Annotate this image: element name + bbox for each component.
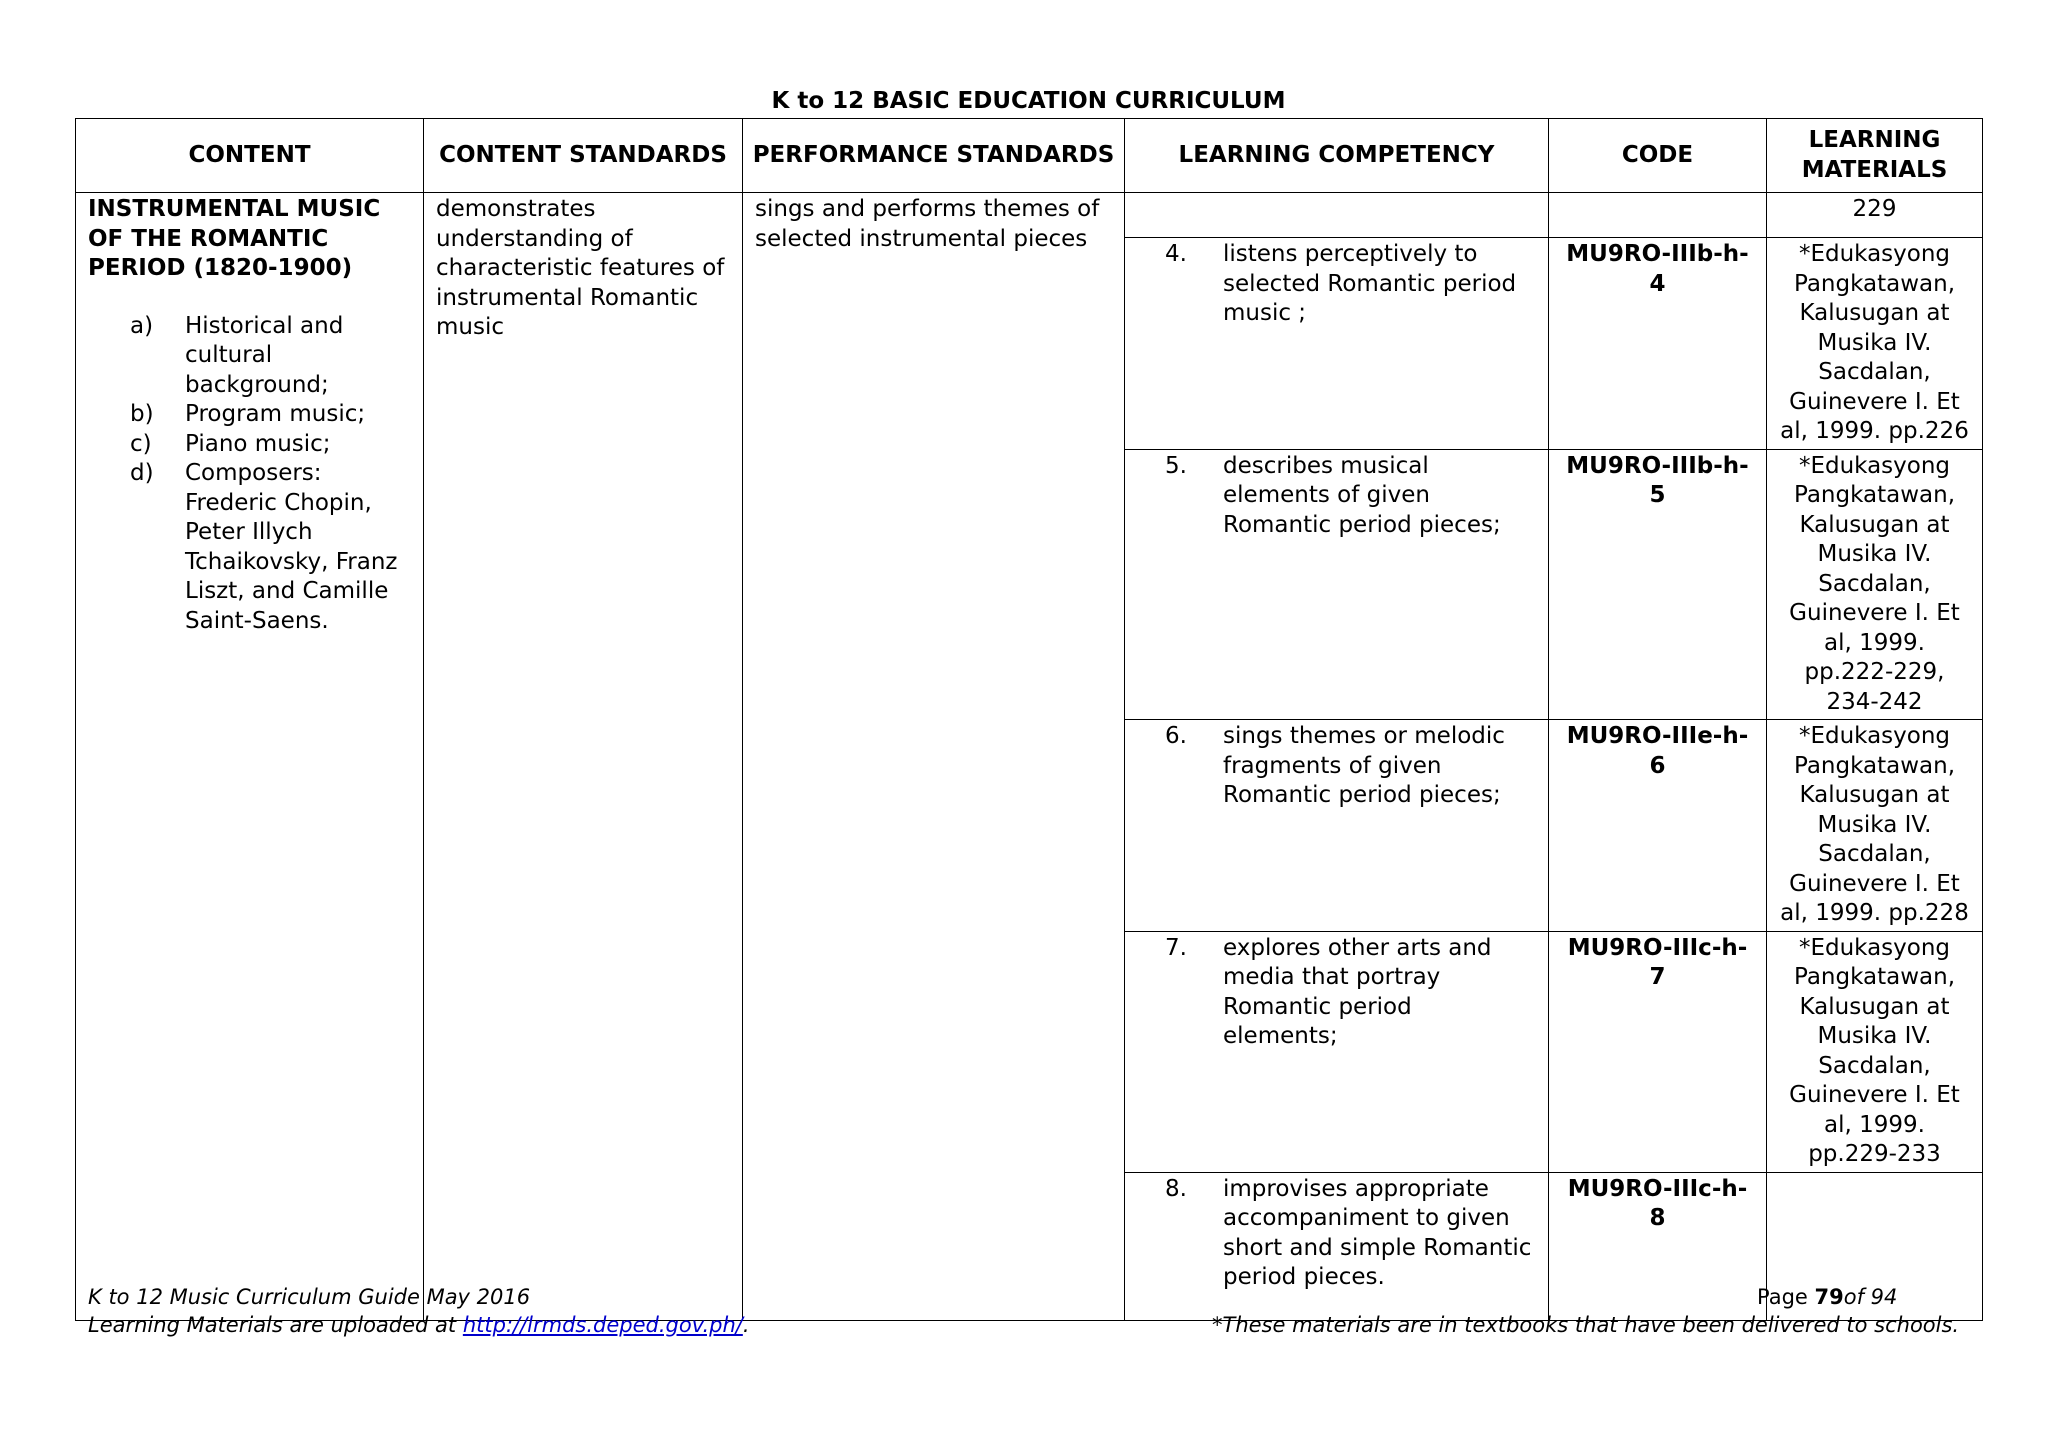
content-topic-list (88, 312, 411, 637)
column-header-learning-competency: LEARNING COMPETENCY (1125, 119, 1549, 193)
materials-cell: *Edukasyong Pangkatawan, Kalusugan at Musika IV. Sacdalan, Guinevere I. Et al, 1999. pp.229-233 (1767, 931, 1983, 1172)
competency-text: listens perceptively to selected Romantic period music ; (1223, 241, 1517, 326)
materials-cell: 229 (1767, 193, 1983, 238)
column-header-content: CONTENT (76, 119, 424, 193)
materials-cell: *Edukasyong Pangkatawan, Kalusugan at Musika IV. Sacdalan, Guinevere I. Et al, 1999. pp.228 (1767, 720, 1983, 932)
competency-text: explores other arts and media that portray Romantic period elements; (1223, 934, 1492, 1049)
competency-text: sings themes or melodic fragments of given Romantic period pieces; (1223, 723, 1505, 808)
code-cell: MU9RO-IIIb-h-5 (1549, 449, 1767, 720)
code-cell (1549, 193, 1767, 238)
table-header-row (76, 119, 1983, 193)
table-row (76, 193, 1983, 238)
competency-cell (1125, 931, 1549, 1172)
footer-guide: K to 12 Music Curriculum Guide May 2016 (88, 1285, 531, 1309)
column-header-content-standards: CONTENT STANDARDS (424, 119, 743, 193)
content-title: INSTRUMENTAL MUSIC OF THE ROMANTIC PERIOD (1820-1900) (88, 196, 381, 281)
footer-upload-note: Learning Materials are uploaded at http://lrmds.deped.gov.ph/. (88, 1313, 750, 1337)
list-item: b) Program music; (130, 401, 366, 427)
materials-cell: *Edukasyong Pangkatawan, Kalusugan at Musika IV. Sacdalan, Guinevere I. Et al, 1999. pp.226 (1767, 238, 1983, 450)
code-cell: MU9RO-IIIe-h-6 (1549, 720, 1767, 932)
footer-textbook-note: *These materials are in textbooks that have been delivered to schools. (1212, 1313, 1960, 1337)
column-header-learning-materials: LEARNING MATERIALS (1767, 119, 1983, 193)
competency-cell (1125, 238, 1549, 450)
competency-cell (1125, 1172, 1549, 1320)
content-cell (76, 193, 424, 1321)
code-cell: MU9RO-IIIc-h-7 (1549, 931, 1767, 1172)
competency-cell (1125, 449, 1549, 720)
curriculum-table (75, 118, 1983, 1321)
page-number: Page 79of 94 (1757, 1285, 1898, 1309)
code-cell: MU9RO-IIIb-h-4 (1549, 238, 1767, 450)
list-item: c) Piano music; (130, 430, 331, 457)
performance-standard-cell: sings and performs themes of selected instrumental pieces (743, 193, 1125, 1321)
competency-text: describes musical elements of given Romantic period pieces; (1223, 452, 1501, 538)
materials-cell: *Edukasyong Pangkatawan, Kalusugan at Musika IV. Sacdalan, Guinevere I. Et al, 1999. pp.222-229, 234-242 (1767, 449, 1983, 720)
code-cell: MU9RO-IIIc-h-8 (1549, 1172, 1767, 1320)
competency-number: 6. (1165, 723, 1187, 749)
page-title: K to 12 BASIC EDUCATION CURRICULUM (771, 88, 1286, 114)
column-header-performance-standards: PERFORMANCE STANDARDS (743, 119, 1125, 193)
list-item: d) Composers: Frederic Chopin, Peter Illych Tchaikovsky, Franz Liszt, and Camille Saint-Saens. (130, 460, 398, 634)
competency-cell (1125, 720, 1549, 932)
list-item: a) Historical and cultural background; (130, 312, 344, 398)
competency-number: 7. (1165, 934, 1187, 961)
content-standard-cell: demonstrates understanding of characteristic features of instrumental Romantic music (424, 193, 743, 1321)
competency-cell (1125, 193, 1549, 238)
lrmds-link[interactable]: http://lrmds.deped.gov.ph/ (462, 1313, 743, 1337)
competency-number: 5. (1165, 452, 1187, 479)
competency-number: 4. (1165, 241, 1187, 267)
column-header-code: CODE (1549, 119, 1767, 193)
competency-text: improvises appropriate accompaniment to given short and simple Romantic period pieces. (1223, 1175, 1532, 1290)
competency-number: 8. (1165, 1175, 1187, 1202)
